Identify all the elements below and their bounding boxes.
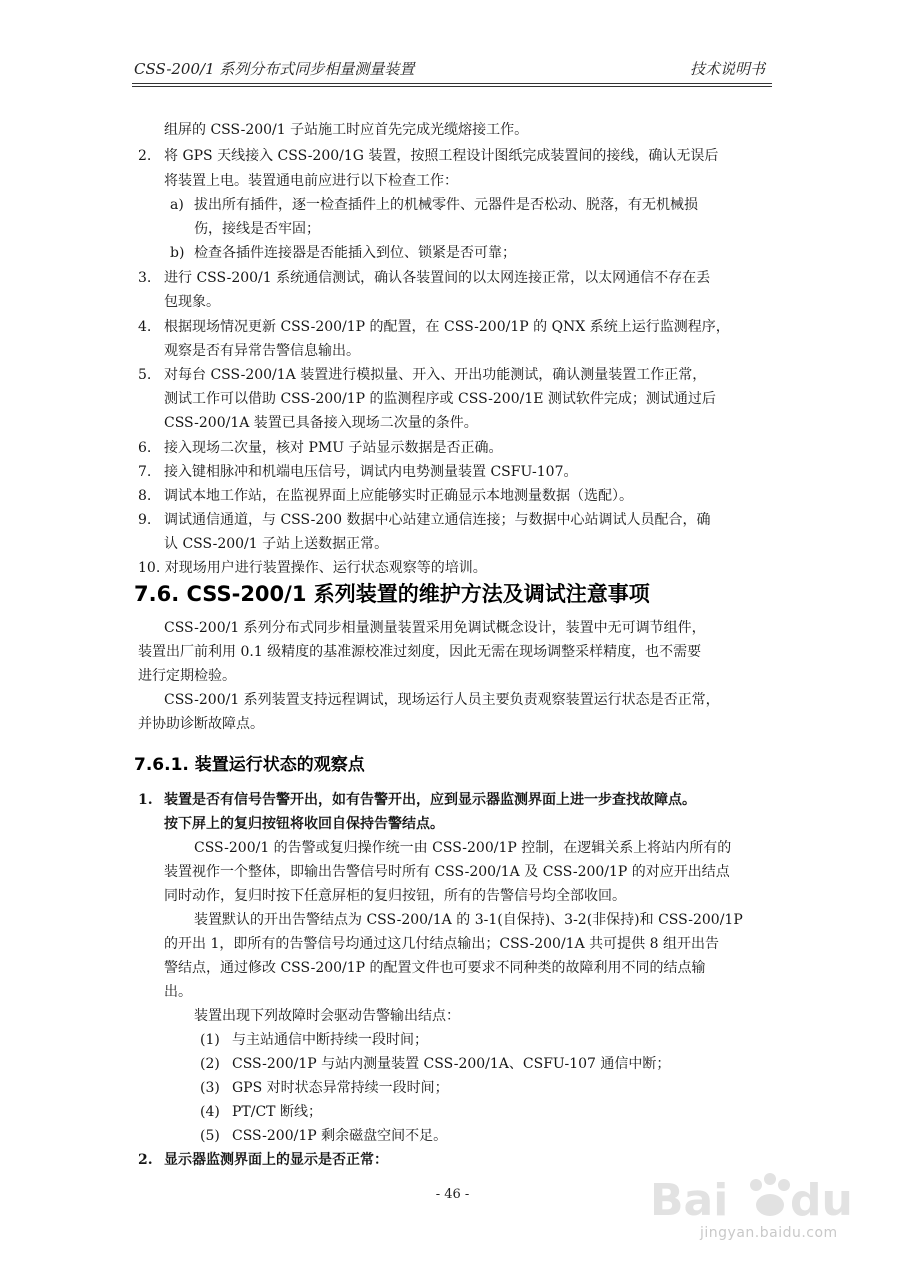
- fault-3-text: GPS 对时状态异常持续一段时间；: [232, 1080, 449, 1096]
- step-10-line-1: 10. 对现场用户进行装置操作、运行状态观察等的培训。: [138, 560, 487, 576]
- fault-4-marker: (4): [200, 1104, 220, 1120]
- paragraph-4-line-4: 出。: [164, 984, 192, 1000]
- paragraph-4-line-2: 的开出 1，即所有的告警信号均通过这几付结点输出；CSS-200/1A 共可提供 8 组开出告: [164, 936, 719, 952]
- fault-4-text: PT/CT 断线；: [232, 1104, 322, 1120]
- step-9-line-2: 认 CSS-200/1 子站上送数据正常。: [164, 536, 389, 552]
- step-4-line-2: 观察是否有异常告警信息输出。: [164, 343, 360, 359]
- fault-5-text: CSS-200/1P 剩余磁盘空间不足。: [232, 1128, 448, 1144]
- watermark-url: jingyan.baidu.com: [700, 1225, 838, 1241]
- svg-text:Bai: Bai: [650, 1175, 729, 1226]
- page-number: - 46 -: [435, 1187, 470, 1202]
- running-header-title: CSS-200/1 系列分布式同步相量测量装置: [134, 60, 415, 78]
- step-9-line-1: 调试通信通道，与 CSS-200 数据中心站建立通信连接；与数据中心站调试人员配合，确: [164, 512, 711, 528]
- step-2-line-1: 将 GPS 天线接入 CSS-200/1G 装置，按照工程设计图纸完成装置间的接线，确认无误后: [164, 148, 719, 164]
- step-3-number: 3.: [138, 270, 152, 286]
- step-7-line-1: 接入键相脉冲和机端电压信号，调试内电势测量装置 CSFU-107。: [164, 464, 578, 480]
- fault-5-marker: (5): [200, 1128, 220, 1144]
- step-2b-marker: b): [170, 245, 185, 261]
- item-1-line-2: 按下屏上的复归按钮将收回自保持告警结点。: [164, 816, 444, 832]
- item-1-line-1: 装置是否有信号告警开出，如有告警开出，应到显示器监测界面上进一步查找故障点。: [164, 792, 696, 808]
- fault-2-text: CSS-200/1P 与站内测量装置 CSS-200/1A、CSFU-107 通信中断；: [232, 1056, 671, 1072]
- step-2a-marker: a): [170, 197, 184, 213]
- header-rule-thin: [132, 86, 772, 87]
- paragraph-5-line-1: 装置出现下列故障时会驱动告警输出结点：: [194, 1008, 460, 1024]
- section-paragraph-1-line-3: 进行定期检验。: [138, 668, 236, 684]
- section-paragraph-1-line-2: 装置出厂前利用 0.1 级精度的基准源校准过刻度，因此无需在现场调整采样精度，也不需要: [138, 644, 702, 660]
- fault-1-marker: (1): [200, 1032, 220, 1048]
- step-8-number: 8.: [138, 488, 152, 504]
- section-heading: 7.6. CSS-200/1 系列装置的维护方法及调试注意事项: [134, 582, 650, 606]
- item-2-number: 2.: [138, 1152, 153, 1168]
- paragraph-3-line-2: 装置视作一个整体，即输出告警信号时所有 CSS-200/1A 及 CSS-200/1P 的对应开出结点: [164, 864, 730, 880]
- step-3-line-1: 进行 CSS-200/1 系统通信测试，确认各装置间的以太网连接正常，以太网通信不存在丢: [164, 270, 711, 286]
- section-paragraph-2-line-1: CSS-200/1 系列装置支持远程调试，现场运行人员主要负责观察装置运行状态是否正常，: [164, 692, 720, 708]
- fault-1-text: 与主站通信中断持续一段时间；: [232, 1032, 428, 1048]
- paragraph-3-line-3: 同时动作，复归时按下任意屏柜的复归按钮，所有的告警信号均全部收回。: [164, 888, 626, 904]
- paragraph-4-line-3: 警结点，通过修改 CSS-200/1P 的配置文件也可要求不同种类的故障利用不同的结点输: [164, 960, 706, 976]
- section-paragraph-2-line-2: 并协助诊断故障点。: [138, 716, 264, 732]
- step-5-line-1: 对每台 CSS-200/1A 装置进行模拟量、开入、开出功能测试，确认测量装置工作正常，: [164, 367, 707, 383]
- step-6-line-1: 接入现场二次量，核对 PMU 子站显示数据是否正确。: [164, 440, 503, 456]
- header-rule: [132, 83, 772, 84]
- step-1-continuation: 组屏的 CSS-200/1 子站施工时应首先完成光缆熔接工作。: [164, 122, 529, 138]
- running-header-doc-type: 技术说明书: [690, 60, 766, 78]
- step-3-line-2: 包现象。: [164, 294, 220, 310]
- step-6-number: 6.: [138, 440, 152, 456]
- item-1-number: 1.: [138, 792, 153, 808]
- step-2-line-2: 将装置上电。装置通电前应进行以下检查工作：: [164, 173, 458, 189]
- step-5-line-3: CSS-200/1A 装置已具备接入现场二次量的条件。: [164, 415, 478, 431]
- step-7-number: 7.: [138, 464, 152, 480]
- fault-2-marker: (2): [200, 1056, 220, 1072]
- step-8-line-1: 调试本地工作站，在监视界面上应能够实时正确显示本地测量数据（选配）。: [164, 488, 633, 504]
- step-2a-line-2: 伤，接线是否牢固；: [194, 221, 320, 237]
- step-2-number: 2.: [138, 148, 152, 164]
- paragraph-4-line-1: 装置默认的开出告警结点为 CSS-200/1A 的 3-1(自保持)、3-2(非保持)和 CSS-200/1P: [194, 912, 743, 928]
- step-2a-line-1: 拔出所有插件，逐一检查插件上的机械零件、元器件是否松动、脱落，有无机械损: [194, 197, 698, 213]
- step-4-line-1: 根据现场情况更新 CSS-200/1P 的配置，在 CSS-200/1P 的 QNX 系统上运行监测程序，: [164, 319, 730, 335]
- step-9-number: 9.: [138, 512, 152, 528]
- fault-3-marker: (3): [200, 1080, 220, 1096]
- subsection-heading: 7.6.1. 装置运行状态的观察点: [134, 755, 365, 775]
- baidu-watermark-logo-icon: [650, 1155, 870, 1265]
- step-4-number: 4.: [138, 319, 152, 335]
- svg-text:du: du: [790, 1175, 853, 1226]
- item-2-line-1: 显示器监测界面上的显示是否正常：: [164, 1152, 388, 1168]
- paragraph-3-line-1: CSS-200/1 的告警或复归操作统一由 CSS-200/1P 控制，在逻辑关系上将站内所有的: [194, 840, 732, 856]
- step-2b-line-1: 检查各插件连接器是否能插入到位、锁紧是否可靠；: [194, 245, 516, 261]
- step-5-line-2: 测试工作可以借助 CSS-200/1P 的监测程序或 CSS-200/1E 测试软件完成；测试通过后: [164, 391, 716, 407]
- section-paragraph-1-line-1: CSS-200/1 系列分布式同步相量测量装置采用免调试概念设计，装置中无可调节组件，: [164, 620, 706, 636]
- step-5-number: 5.: [138, 367, 152, 383]
